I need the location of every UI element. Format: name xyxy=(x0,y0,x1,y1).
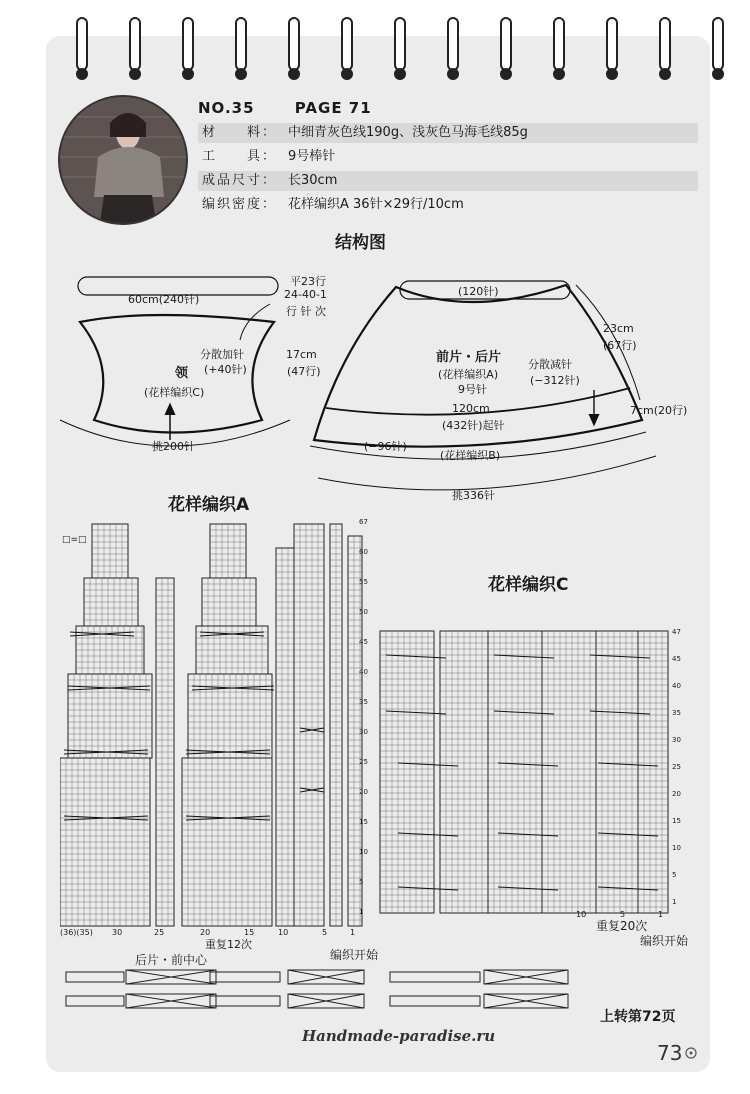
spec-label: 材 料： xyxy=(202,125,278,140)
chart-a-row-label: 45 xyxy=(359,638,368,646)
body-decrease-count: (−312针) xyxy=(530,374,580,387)
chart-block xyxy=(294,524,324,926)
chart-a-row-label: 30 xyxy=(359,728,368,736)
collar-rows-note-1: 平23行 xyxy=(290,275,326,288)
chart-a-row-label: 25 xyxy=(359,758,368,766)
chart-a-repeat: 重复12次 xyxy=(205,938,252,951)
chart-block xyxy=(156,578,174,926)
spec-value: 中细青灰色线190g、浅灰色马海毛线85g xyxy=(288,125,528,140)
chart-a-row-labels xyxy=(359,518,373,928)
website-watermark: Handmade-paradise.ru xyxy=(302,1027,496,1045)
body-width: 120cm xyxy=(452,402,490,415)
chart-c-row-label: 40 xyxy=(672,682,681,690)
chart-c-row-label: 5 xyxy=(672,871,677,879)
chart-a-col-label: 30 xyxy=(112,928,123,937)
chart-c-row-label: 30 xyxy=(672,736,681,744)
collar-rows-note-2: 24-40-1 xyxy=(284,288,327,301)
chart-block xyxy=(210,524,246,578)
chart-block xyxy=(92,524,128,578)
chart-c-start: 编织开始 xyxy=(640,934,689,948)
chart-a-title: 花样编织A xyxy=(168,495,250,515)
increase-line xyxy=(598,763,658,766)
chart-block xyxy=(202,578,256,626)
body-pattern: (花样编织A) xyxy=(438,368,499,381)
chart-a-row-label: 67 xyxy=(359,518,368,526)
body-border-pattern: (花样编织B) xyxy=(440,449,501,462)
collar-increase-count: (+40针) xyxy=(204,363,247,376)
chart-c-row-label: 25 xyxy=(672,763,681,771)
increase-line xyxy=(598,833,658,836)
chart-a-col-label: 15 xyxy=(244,928,255,937)
chart-block xyxy=(196,626,268,674)
chart-a-row-label: 55 xyxy=(359,578,368,586)
body-decrease: 分散减针 xyxy=(528,358,572,371)
continued-note: 上转第72页 xyxy=(600,1009,676,1025)
chart-a-row-label: 50 xyxy=(359,608,368,616)
chart-a-col-label: 1 xyxy=(350,928,356,937)
body-pickup: 挑336针 xyxy=(452,489,495,502)
increase-line xyxy=(498,887,558,890)
cable-cross xyxy=(192,686,274,690)
spec-label: 成品尺寸： xyxy=(202,173,278,188)
spec-value: 长30cm xyxy=(288,173,338,188)
increase-line xyxy=(498,833,558,836)
chart-c-row-label: 15 xyxy=(672,817,681,825)
chart-a-row-label: 20 xyxy=(359,788,368,796)
pattern-number: NO.35 xyxy=(198,99,255,117)
spec-value: 9号棒针 xyxy=(288,149,336,164)
structure-title: 结构图 xyxy=(335,233,386,253)
chart-a-row-label: 10 xyxy=(359,848,368,856)
chart-c-col-label: 5 xyxy=(620,910,626,919)
chart-block xyxy=(380,631,434,913)
chart-a-col-label: 20 xyxy=(200,928,211,937)
chart-block xyxy=(440,631,488,913)
chart-a-row-label: 5 xyxy=(359,878,364,886)
book-page: PAGE 71 xyxy=(294,99,372,117)
chart-block xyxy=(596,631,638,913)
chart-c-row-label: 20 xyxy=(672,790,681,798)
body-border-height: 7cm(20行) xyxy=(630,404,688,417)
chart-a-row-label: 15 xyxy=(359,818,368,826)
spec-label: 编织密度： xyxy=(202,197,278,212)
increase-line xyxy=(498,763,558,766)
chart-block xyxy=(488,631,542,913)
body-name: 前片・后片 xyxy=(436,350,502,365)
collar-increase: 分散加针 xyxy=(200,348,244,361)
chart-c-row-label: 10 xyxy=(672,844,681,852)
chart-block xyxy=(276,548,294,926)
chart-a-col-label: 25 xyxy=(154,928,165,937)
body-needle: 9号针 xyxy=(458,383,487,396)
body-top: (120针) xyxy=(458,285,499,298)
body-side-rows: (67行) xyxy=(603,339,637,352)
cable-cross xyxy=(70,632,134,636)
chart-c-row-labels xyxy=(672,628,686,918)
chart-a-grid xyxy=(60,518,372,936)
increase-line xyxy=(598,887,658,890)
chart-c-row-label: 35 xyxy=(672,709,681,717)
chart-a-col-label: (36)(35) xyxy=(60,928,93,937)
cable-symbol-key xyxy=(62,966,582,1016)
chart-c-title: 花样编织C xyxy=(488,575,569,595)
chart-c-col-label: 10 xyxy=(576,910,587,919)
body-cast-on: (432针)起针 xyxy=(442,419,505,432)
collar-height: 17cm xyxy=(286,348,317,361)
page-number: 73 xyxy=(657,1041,683,1065)
chart-block xyxy=(330,524,342,926)
spec-label: 工 具： xyxy=(202,149,278,164)
chart-c-repeat: 重复20次 xyxy=(596,919,648,933)
cable-cross xyxy=(68,686,150,690)
collar-rows-note-3: 行 针 次 xyxy=(286,305,326,318)
body-side-length: 23cm xyxy=(603,322,634,335)
chart-block xyxy=(182,758,272,926)
chart-c-row-label: 1 xyxy=(672,898,677,906)
chart-block xyxy=(638,631,668,913)
chart-a-row-label: 35 xyxy=(359,698,368,706)
chart-c-col-label: 1 xyxy=(658,910,664,919)
chart-c-row-label: 47 xyxy=(672,628,681,636)
chart-a-col-label: 10 xyxy=(278,928,289,937)
chart-block xyxy=(60,758,150,926)
collar-pickup: 挑200针 xyxy=(152,440,195,453)
chart-a-row-label: 1 xyxy=(359,908,364,916)
flower-icon xyxy=(685,1047,697,1059)
chart-a-col-label: 5 xyxy=(322,928,328,937)
chart-a-row-label: 60 xyxy=(359,548,368,556)
chart-block xyxy=(84,578,138,626)
body-border-decrease: (−96针) xyxy=(364,440,407,453)
chart-a-start: 编织开始 xyxy=(330,948,379,962)
chart-a-back-center: 后片・前中心 xyxy=(135,953,208,967)
chart-c-row-label: 45 xyxy=(672,655,681,663)
chart-block xyxy=(542,631,596,913)
collar-top-width: 60cm(240针) xyxy=(128,293,200,306)
spec-value: 花样编织A 36针×29行/10cm xyxy=(288,197,464,212)
collar-name: 领 xyxy=(175,366,189,381)
chart-a-row-label: 40 xyxy=(359,668,368,676)
collar-height-rows: (47行) xyxy=(287,365,321,378)
chart-a-legend: □=□ xyxy=(62,535,87,545)
collar-pattern: (花样编织C) xyxy=(144,386,205,399)
